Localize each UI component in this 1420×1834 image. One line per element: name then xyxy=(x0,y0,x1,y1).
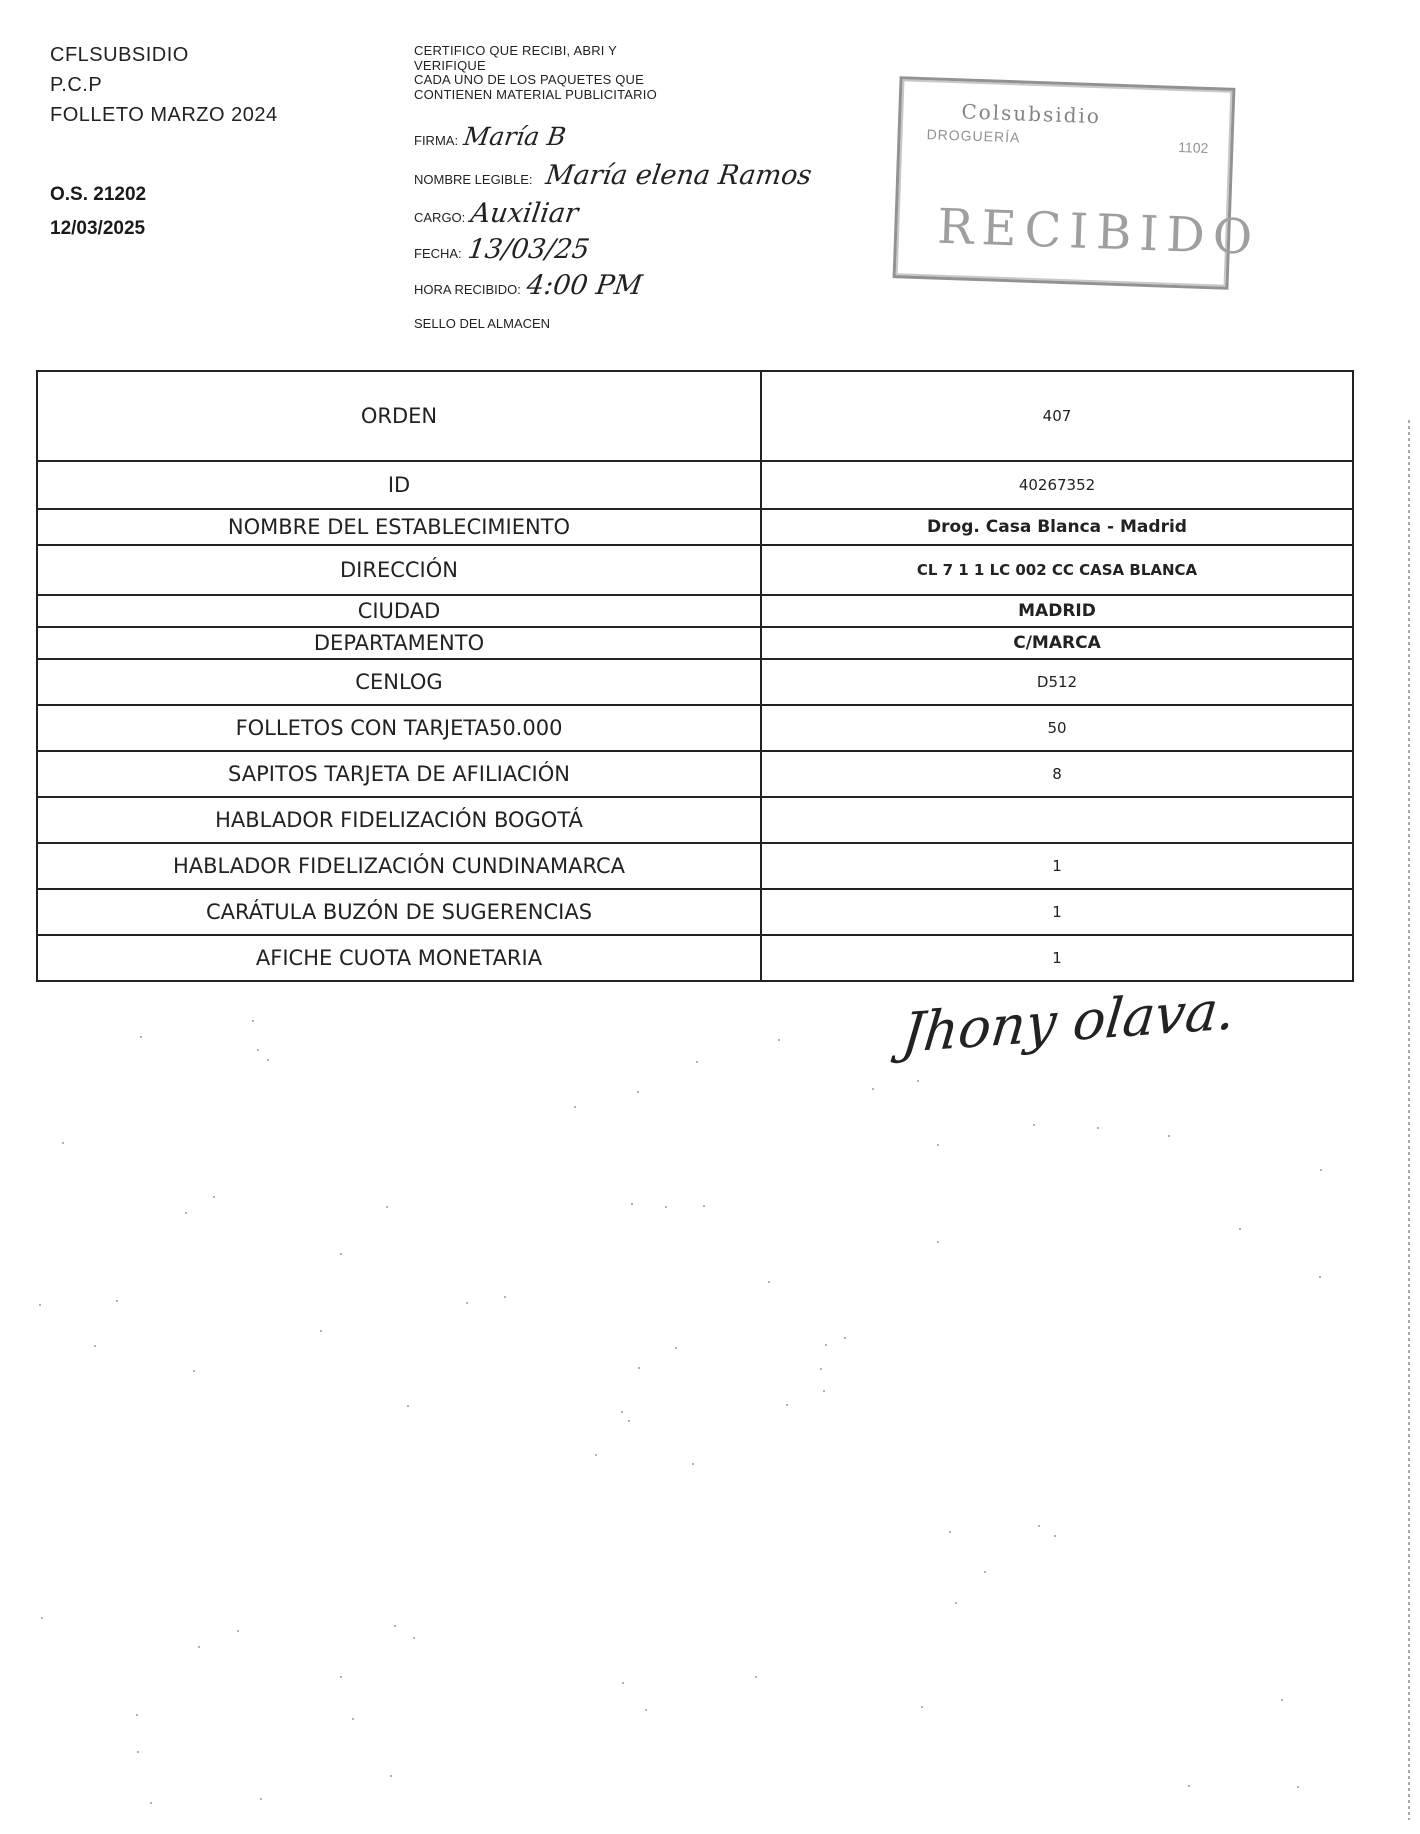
table-row xyxy=(37,843,1353,889)
handwritten-signature: Jhony olava. xyxy=(899,978,1239,1065)
scan-speck xyxy=(1281,1699,1283,1701)
scan-speck xyxy=(267,1059,269,1061)
hora-label: HORA RECIBIDO: xyxy=(414,282,521,297)
table-row xyxy=(37,371,1353,461)
scan-speck xyxy=(872,1088,874,1090)
row-label: CARÁTULA BUZÓN DE SUGERENCIAS xyxy=(37,889,761,935)
table-row xyxy=(37,509,1353,545)
scan-speck xyxy=(1297,1786,1299,1788)
stamp-line: DROGUERÍA xyxy=(926,126,1021,146)
cargo-label: CARGO: xyxy=(414,210,466,225)
nombre-label: NOMBRE LEGIBLE: xyxy=(414,172,533,187)
row-label: DEPARTAMENTO xyxy=(37,627,761,659)
scan-speck xyxy=(637,1091,639,1093)
scan-speck xyxy=(41,1617,43,1619)
scan-speck xyxy=(1188,1785,1190,1787)
fecha-row xyxy=(414,234,592,265)
scan-speck xyxy=(755,1676,757,1678)
scan-speck xyxy=(778,1039,780,1041)
scan-speck xyxy=(237,1630,239,1632)
firma-row xyxy=(414,122,566,151)
cargo-handwritten: Auxiliar xyxy=(469,198,581,229)
scan-speck xyxy=(394,1625,396,1627)
row-value: 407 xyxy=(761,371,1353,461)
table-row xyxy=(37,659,1353,705)
scan-speck xyxy=(574,1106,576,1108)
scan-speck xyxy=(692,1463,694,1465)
row-value: MADRID xyxy=(761,595,1353,627)
firma-label: FIRMA: xyxy=(414,133,459,148)
scan-speck xyxy=(949,1531,951,1533)
hora-row xyxy=(414,270,645,301)
scan-speck xyxy=(1168,1135,1170,1137)
nombre-handwritten: María elena Ramos xyxy=(544,160,815,191)
document-date: 12/03/2025 xyxy=(50,218,146,239)
scan-speck xyxy=(937,1241,939,1243)
scan-speck xyxy=(352,1718,354,1720)
scan-speck xyxy=(823,1390,825,1392)
scan-speck xyxy=(257,1049,259,1051)
table-row xyxy=(37,797,1353,843)
scan-speck xyxy=(320,1330,322,1332)
scan-speck xyxy=(917,1080,919,1082)
scan-speck xyxy=(631,1203,633,1205)
fecha-label: FECHA: xyxy=(414,246,462,261)
scan-speck xyxy=(984,1571,986,1573)
scan-speck xyxy=(1097,1127,1099,1129)
table-row xyxy=(37,461,1353,509)
certificate-block xyxy=(414,43,815,331)
os-number: O.S. 21202 xyxy=(50,184,147,205)
sello-label: SELLO DEL ALMACEN xyxy=(414,316,551,331)
scan-speck xyxy=(193,1370,195,1372)
fecha-handwritten: 13/03/25 xyxy=(465,234,592,265)
scan-speck xyxy=(150,1802,152,1804)
scan-speck xyxy=(825,1344,827,1346)
scan-speck xyxy=(390,1775,392,1777)
scan-speck xyxy=(116,1300,118,1302)
stamp-line: Colsubsidio xyxy=(961,99,1102,129)
row-value: CL 7 1 1 LC 002 CC CASA BLANCA xyxy=(761,545,1353,595)
org-name: CFLSUBSIDIO xyxy=(50,44,189,66)
table-row xyxy=(37,705,1353,751)
table-row xyxy=(37,935,1353,981)
row-value: 8 xyxy=(761,751,1353,797)
scan-speck xyxy=(937,1144,939,1146)
scan-speck xyxy=(820,1368,822,1370)
scan-speck xyxy=(1320,1169,1322,1171)
scan-speck xyxy=(1038,1525,1040,1527)
row-label: HABLADOR FIDELIZACIÓN CUNDINAMARCA xyxy=(37,843,761,889)
scan-speck xyxy=(94,1345,96,1347)
row-value: 1 xyxy=(761,843,1353,889)
certificate-line: VERIFIQUE xyxy=(414,57,486,73)
scan-speck xyxy=(340,1253,342,1255)
scan-speck xyxy=(645,1709,647,1711)
row-label: DIRECCIÓN xyxy=(37,545,761,595)
row-value: D512 xyxy=(761,659,1353,705)
row-label: ID xyxy=(37,461,761,509)
row-label: ORDEN xyxy=(37,371,761,461)
scan-speck xyxy=(198,1646,200,1648)
scan-speck xyxy=(703,1205,705,1207)
scan-speck xyxy=(595,1454,597,1456)
scan-speck xyxy=(340,1676,342,1678)
row-label: CIUDAD xyxy=(37,595,761,627)
campaign-name: FOLLETO MARZO 2024 xyxy=(50,104,278,126)
row-value xyxy=(761,797,1353,843)
scan-speck xyxy=(386,1206,388,1208)
certificate-line: CERTIFICO QUE RECIBI, ABRI Y xyxy=(414,43,618,58)
row-label: AFICHE CUOTA MONETARIA xyxy=(37,935,761,981)
table-row xyxy=(37,889,1353,935)
row-value: 1 xyxy=(761,889,1353,935)
row-label: SAPITOS TARJETA DE AFILIACIÓN xyxy=(37,751,761,797)
scan-speck xyxy=(665,1206,667,1208)
stamp-line: 1102 xyxy=(1177,138,1209,157)
delivery-table xyxy=(36,370,1354,982)
scan-speck xyxy=(407,1405,409,1407)
nombre-row xyxy=(414,160,815,191)
table-row xyxy=(37,627,1353,659)
scan-speck xyxy=(955,1602,957,1604)
scan-speck xyxy=(1319,1276,1321,1278)
scan-speck xyxy=(252,1020,254,1022)
row-label: FOLLETOS CON TARJETA50.000 xyxy=(37,705,761,751)
scan-speck xyxy=(39,1304,41,1306)
firma-handwritten: María B xyxy=(462,122,568,151)
scan-speck xyxy=(638,1367,640,1369)
scan-speck xyxy=(136,1714,138,1716)
scan-speck xyxy=(628,1420,630,1422)
scan-speck xyxy=(768,1281,770,1283)
warehouse-stamp xyxy=(893,76,1262,290)
scan-speck xyxy=(1033,1124,1035,1126)
table-row xyxy=(37,545,1353,595)
scan-speck xyxy=(1054,1535,1056,1537)
scan-speck xyxy=(504,1296,506,1298)
program-name: P.C.P xyxy=(50,74,103,96)
row-value: 40267352 xyxy=(761,461,1353,509)
scan-edge xyxy=(1408,420,1410,1820)
certificate-line: CONTIENEN MATERIAL PUBLICITARIO xyxy=(414,86,657,102)
scan-speck xyxy=(696,1061,698,1063)
row-value: Drog. Casa Blanca - Madrid xyxy=(761,509,1353,545)
scan-speck xyxy=(621,1411,623,1413)
scan-speck xyxy=(466,1302,468,1304)
scan-speck xyxy=(140,1036,142,1038)
scan-speck xyxy=(137,1751,139,1753)
table-row xyxy=(37,751,1353,797)
stamp-line: RECIBIDO xyxy=(936,198,1262,266)
scan-speck xyxy=(62,1142,64,1144)
header-left xyxy=(50,40,278,246)
hora-handwritten: 4:00 PM xyxy=(524,270,645,301)
scan-speck xyxy=(1239,1228,1241,1230)
row-label: HABLADOR FIDELIZACIÓN BOGOTÁ xyxy=(37,797,761,843)
row-label: NOMBRE DEL ESTABLECIMIENTO xyxy=(37,509,761,545)
row-label: CENLOG xyxy=(37,659,761,705)
table-row xyxy=(37,595,1353,627)
scan-speck xyxy=(622,1682,624,1684)
scan-speck xyxy=(260,1798,262,1800)
scan-speck xyxy=(213,1196,215,1198)
certificate-line: CADA UNO DE LOS PAQUETES QUE xyxy=(414,72,645,87)
row-value: 50 xyxy=(761,705,1353,751)
scan-speck xyxy=(921,1706,923,1708)
scan-speck xyxy=(786,1404,788,1406)
scan-speck xyxy=(185,1212,187,1214)
scan-speck xyxy=(413,1637,415,1639)
row-value: 1 xyxy=(761,935,1353,981)
cargo-row xyxy=(414,198,581,229)
scan-speck xyxy=(844,1337,846,1339)
scan-speck xyxy=(675,1347,677,1349)
row-value: C/MARCA xyxy=(761,627,1353,659)
